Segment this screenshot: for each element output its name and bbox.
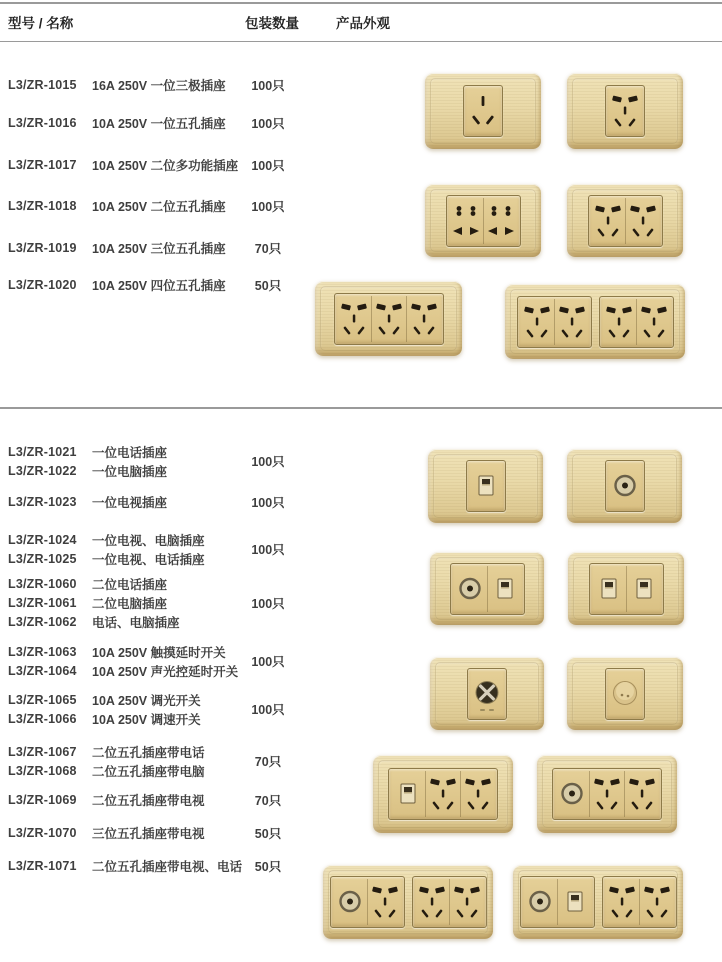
quantity-cell: 100只 [251, 703, 285, 717]
name-cell: 10A 250V 四位五孔插座 [92, 278, 226, 293]
product-plate-zr1024 [430, 552, 544, 625]
model-cell: L3/ZR-1060 [8, 576, 77, 591]
name-cell: 二位电脑插座 [92, 596, 168, 611]
column-header-appearance: 产品外观 [336, 16, 390, 31]
pin5-socket-icon [624, 771, 659, 817]
quantity-cell: 100只 [251, 116, 285, 131]
name-cell: 10A 250V 二位五孔插座 [92, 199, 226, 214]
table-row [0, 574, 314, 593]
quantity-cell: 70只 [254, 793, 282, 808]
table-row-group [0, 642, 314, 680]
name-cell: 一位电脑插座 [92, 464, 168, 479]
pin5-socket-icon [371, 296, 406, 342]
quantity-cell: 100只 [251, 78, 285, 93]
pin5-socket-icon [425, 771, 460, 817]
name-cell: 10A 250V 触摸延时开关 [92, 645, 226, 660]
model-cell: L3/ZR-1071 [8, 858, 77, 873]
table-row-group [0, 275, 314, 294]
name-cell: 电话、电脑插座 [92, 615, 180, 630]
model-cell: L3/ZR-1067 [8, 744, 77, 759]
socket-module [602, 876, 677, 928]
name-cell: 一位电话插座 [92, 445, 168, 460]
name-cell: 二位五孔插座带电脑 [92, 764, 205, 779]
table-row-group [0, 574, 314, 631]
knob-socket-icon [608, 671, 642, 717]
model-cell: L3/ZR-1024 [8, 532, 77, 547]
model-cell: L3/ZR-1020 [8, 277, 77, 292]
product-plate-zr1063 [430, 657, 544, 730]
model-cell: L3/ZR-1069 [8, 792, 77, 807]
quantity-cell: 100只 [251, 495, 285, 510]
pin5-socket-icon [605, 879, 639, 925]
tv-socket-icon [523, 879, 557, 925]
quantity-cell: 100只 [251, 655, 285, 669]
tv-socket-icon [333, 879, 367, 925]
model-cell: L3/ZR-1021 [8, 444, 77, 459]
socket-module [334, 293, 444, 345]
product-plate-zr1019 [315, 281, 462, 356]
model-cell: L3/ZR-1025 [8, 551, 77, 566]
product-plate-zr1023 [567, 449, 682, 523]
model-cell: L3/ZR-1063 [8, 644, 77, 659]
product-plate-zr1015 [425, 73, 541, 149]
name-cell: 10A 250V 声光控延时开关 [92, 664, 239, 679]
model-cell: L3/ZR-1070 [8, 825, 77, 840]
socket-module [467, 668, 507, 720]
table-row-group [0, 196, 314, 215]
product-plate-zr1067 [373, 755, 513, 833]
rj-socket-icon [391, 771, 425, 817]
model-cell: L3/ZR-1061 [8, 595, 77, 610]
uni-socket-icon [483, 198, 518, 244]
socket-module [517, 296, 592, 348]
socket-module [605, 668, 645, 720]
rj-socket-icon [487, 566, 522, 612]
model-cell: L3/ZR-1016 [8, 115, 77, 130]
product-plate-zr1016 [567, 73, 683, 149]
socket-module [446, 195, 521, 247]
pin5-socket-icon [337, 296, 371, 342]
product-plate-zr1070 [323, 865, 493, 939]
name-cell: 一位电视、电脑插座 [92, 533, 205, 548]
socket-module [552, 768, 662, 820]
socket-module [520, 876, 595, 928]
pin5-socket-icon [449, 879, 484, 925]
model-cell: L3/ZR-1018 [8, 198, 77, 213]
table-row-group [0, 530, 314, 568]
uni-socket-icon [449, 198, 483, 244]
model-cell: L3/ZR-1062 [8, 614, 77, 629]
socket-module [450, 563, 525, 615]
rj-socket-icon [557, 879, 592, 925]
socket-module [605, 85, 645, 137]
table-row-group [0, 238, 314, 257]
column-header-model-name: 型号 / 名称 [8, 16, 74, 31]
pin5-socket-icon [602, 299, 636, 345]
socket-module [330, 876, 405, 928]
name-cell: 10A 250V 三位五孔插座 [92, 241, 226, 256]
quantity-cell: 50只 [254, 278, 282, 293]
product-plate-zr1021 [428, 449, 543, 523]
pin5-socket-icon [639, 879, 674, 925]
name-cell: 16A 250V 一位三极插座 [92, 78, 226, 93]
divider-line-2 [0, 407, 722, 409]
socket-module [588, 195, 663, 247]
table-row-group [0, 155, 314, 174]
name-cell: 10A 250V 一位五孔插座 [92, 116, 226, 131]
table-row-group [0, 742, 314, 780]
tv-socket-icon [555, 771, 589, 817]
rj-socket-icon [592, 566, 626, 612]
model-cell: L3/ZR-1019 [8, 240, 77, 255]
model-cell: L3/ZR-1023 [8, 494, 77, 509]
table-row-group [0, 856, 314, 875]
table-row [0, 612, 314, 631]
socket-module [605, 460, 645, 512]
rj-socket-icon [469, 463, 503, 509]
pin5-socket-icon [636, 299, 671, 345]
name-cell: 二位五孔插座带电视 [92, 793, 205, 808]
pin5-socket-icon [520, 299, 554, 345]
pin3-socket-icon [466, 88, 500, 134]
product-plate-zr1017 [425, 184, 541, 257]
rj-socket-icon [626, 566, 661, 612]
name-cell: 一位电视、电话插座 [92, 552, 205, 567]
name-cell: 一位电视插座 [92, 495, 168, 510]
product-plate-zr1065 [567, 657, 683, 730]
quantity-cell: 70只 [254, 241, 282, 256]
table-row-group [0, 442, 314, 480]
model-cell: L3/ZR-1065 [8, 692, 77, 707]
socket-module [412, 876, 487, 928]
name-cell: 10A 250V 二位多功能插座 [92, 158, 239, 173]
table-row-group [0, 75, 314, 94]
pin5-socket-icon [406, 296, 441, 342]
model-cell: L3/ZR-1017 [8, 157, 77, 172]
socket-module [599, 296, 674, 348]
model-cell: L3/ZR-1066 [8, 711, 77, 726]
name-cell: 二位五孔插座带电话 [92, 745, 205, 760]
product-plate-zr1069 [537, 755, 677, 833]
product-plate-zr1060 [568, 552, 684, 625]
tv-socket-icon [453, 566, 487, 612]
socket-module [463, 85, 503, 137]
model-cell: L3/ZR-1068 [8, 763, 77, 778]
name-cell: 二位电话插座 [92, 577, 168, 592]
pin5-socket-icon [367, 879, 402, 925]
model-cell: L3/ZR-1015 [8, 77, 77, 92]
name-cell: 10A 250V 调光开关 [92, 693, 201, 708]
table-row-group [0, 113, 314, 132]
pin5-socket-icon [554, 299, 589, 345]
divider-line-1 [0, 41, 722, 42]
model-cell: L3/ZR-1022 [8, 463, 77, 478]
column-header-quantity: 包装数量 [245, 16, 299, 31]
table-row-group [0, 690, 314, 728]
quantity-cell: 70只 [254, 755, 282, 769]
pin5-socket-icon [591, 198, 625, 244]
pin5-socket-icon [608, 88, 642, 134]
pin5-socket-icon [625, 198, 660, 244]
pin5-socket-icon [589, 771, 624, 817]
name-cell: 三位五孔插座带电视 [92, 826, 205, 841]
product-plate-zr1071 [513, 865, 683, 939]
pin5-socket-icon [415, 879, 449, 925]
socket-module [466, 460, 506, 512]
quantity-cell: 100只 [251, 543, 285, 557]
product-plate-zr1020 [505, 284, 685, 359]
quantity-cell: 100只 [251, 199, 285, 214]
quantity-cell: 50只 [254, 859, 282, 874]
name-cell: 二位五孔插座带电视、电话 [92, 859, 243, 874]
quantity-cell: 100只 [251, 455, 285, 469]
quantity-cell: 50只 [254, 826, 282, 841]
divider-line-0 [0, 2, 722, 4]
socket-module [388, 768, 498, 820]
table-row-group [0, 492, 314, 511]
table-row-group [0, 823, 314, 842]
socket-module [589, 563, 664, 615]
touch-socket-icon [470, 671, 504, 717]
name-cell: 10A 250V 调速开关 [92, 712, 201, 727]
model-cell: L3/ZR-1064 [8, 663, 77, 678]
quantity-cell: 100只 [251, 596, 285, 611]
product-plate-zr1018 [567, 184, 683, 257]
pin5-socket-icon [460, 771, 495, 817]
quantity-cell: 100只 [251, 158, 285, 173]
table-row-group [0, 790, 314, 809]
tv-socket-icon [608, 463, 642, 509]
